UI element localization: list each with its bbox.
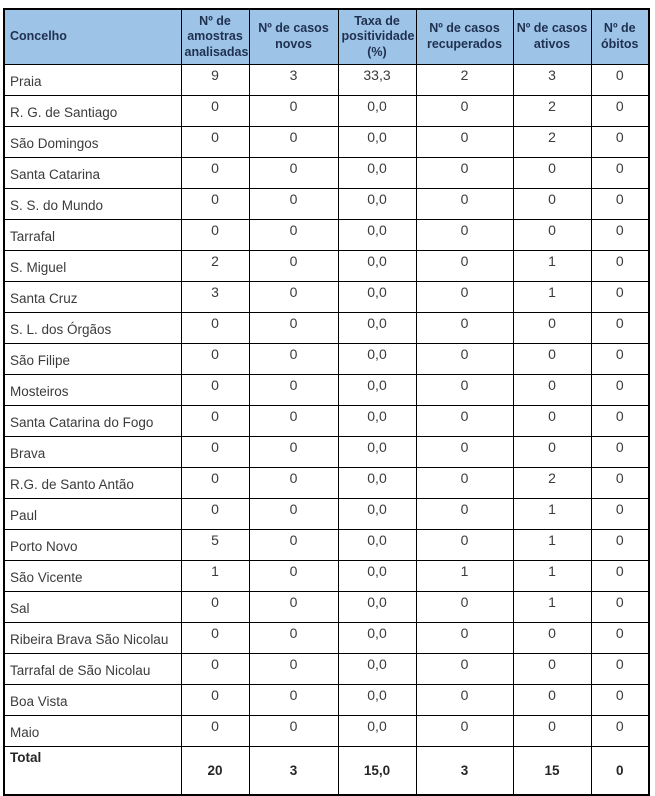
table-row: [4, 623, 649, 654]
row-value-cell: 0: [591, 65, 649, 96]
row-value-cell: 0: [591, 499, 649, 530]
header-row: [4, 9, 649, 65]
row-value-cell: 0: [249, 375, 338, 406]
row-value-cell: 0,0: [338, 530, 416, 561]
row-value-cell: 2: [513, 127, 591, 158]
row-value-cell: 0: [416, 189, 513, 220]
total-row: [4, 747, 649, 795]
row-concelho-label: Santa Catarina do Fogo: [4, 406, 181, 437]
row-value-cell: 0: [416, 313, 513, 344]
table-row: [4, 437, 649, 468]
row-value-cell: 0: [513, 623, 591, 654]
row-value-cell: 0: [181, 468, 249, 499]
row-value-cell: 0: [513, 654, 591, 685]
concelho-covid-table-wrap: [3, 8, 650, 796]
total-cell-taxa: 15,0: [338, 747, 416, 795]
row-value-cell: 1: [513, 282, 591, 313]
row-value-cell: 0: [416, 96, 513, 127]
row-value-cell: 0: [249, 344, 338, 375]
row-value-cell: 0: [513, 437, 591, 468]
header-cell-concelho: Concelho: [4, 9, 181, 65]
header-cell-recuperados: Nº de casos recuperados: [416, 9, 513, 65]
table-row: [4, 375, 649, 406]
header-cell-taxa-positividade: Taxa de positividade (%): [338, 9, 416, 65]
row-value-cell: 0: [591, 127, 649, 158]
table-row: [4, 561, 649, 592]
row-value-cell: 0: [416, 468, 513, 499]
row-value-cell: 0,0: [338, 623, 416, 654]
row-value-cell: 0: [416, 406, 513, 437]
row-concelho-label: Tarrafal de São Nicolau: [4, 654, 181, 685]
table-row: [4, 127, 649, 158]
row-value-cell: 0: [181, 189, 249, 220]
row-value-cell: 0: [591, 685, 649, 716]
row-value-cell: 0: [416, 685, 513, 716]
row-value-cell: 0: [513, 685, 591, 716]
row-value-cell: 0: [249, 685, 338, 716]
row-value-cell: 0: [249, 499, 338, 530]
row-value-cell: 0: [249, 561, 338, 592]
row-value-cell: 0: [591, 220, 649, 251]
row-value-cell: 3: [181, 282, 249, 313]
total-cell-amostras: 20: [181, 747, 249, 795]
row-value-cell: 0,0: [338, 344, 416, 375]
concelho-covid-table: [3, 8, 650, 796]
row-value-cell: 0,0: [338, 251, 416, 282]
row-value-cell: 0,0: [338, 437, 416, 468]
row-value-cell: 0: [181, 96, 249, 127]
table-row: [4, 716, 649, 747]
row-value-cell: 0,0: [338, 189, 416, 220]
row-concelho-label: Porto Novo: [4, 530, 181, 561]
table-row: [4, 220, 649, 251]
table-row: [4, 654, 649, 685]
row-concelho-label: São Filipe: [4, 344, 181, 375]
row-value-cell: 0: [249, 468, 338, 499]
row-concelho-label: São Vicente: [4, 561, 181, 592]
row-value-cell: 1: [513, 530, 591, 561]
table-row: [4, 282, 649, 313]
row-value-cell: 0: [591, 375, 649, 406]
total-row-label: Total: [4, 747, 181, 795]
row-value-cell: 0: [249, 530, 338, 561]
row-value-cell: 0: [416, 220, 513, 251]
row-value-cell: 0: [416, 344, 513, 375]
row-value-cell: 0: [181, 623, 249, 654]
row-value-cell: 0,0: [338, 127, 416, 158]
total-cell-casos-novos: 3: [249, 747, 338, 795]
row-concelho-label: S. S. do Mundo: [4, 189, 181, 220]
row-value-cell: 0: [416, 158, 513, 189]
row-value-cell: 0,0: [338, 406, 416, 437]
row-value-cell: 0: [591, 530, 649, 561]
row-value-cell: 0: [181, 716, 249, 747]
row-value-cell: 0: [416, 530, 513, 561]
row-value-cell: 0: [181, 313, 249, 344]
row-value-cell: 0: [181, 344, 249, 375]
row-value-cell: 1: [513, 561, 591, 592]
row-value-cell: 0: [181, 406, 249, 437]
row-value-cell: 0: [513, 158, 591, 189]
total-cell-obitos: 0: [591, 747, 649, 795]
row-value-cell: 0: [249, 654, 338, 685]
row-concelho-label: Paul: [4, 499, 181, 530]
row-value-cell: 0: [181, 158, 249, 189]
header-cell-obitos: Nº de óbitos: [591, 9, 649, 65]
row-value-cell: 1: [513, 499, 591, 530]
row-value-cell: 0,0: [338, 592, 416, 623]
row-value-cell: 0: [591, 437, 649, 468]
row-value-cell: 0,0: [338, 716, 416, 747]
total-cell-recuperados: 3: [416, 747, 513, 795]
row-value-cell: 0,0: [338, 561, 416, 592]
row-value-cell: 1: [416, 561, 513, 592]
row-value-cell: 0: [249, 282, 338, 313]
row-value-cell: 0: [513, 313, 591, 344]
row-value-cell: 1: [513, 592, 591, 623]
row-value-cell: 0: [181, 437, 249, 468]
row-value-cell: 0: [249, 623, 338, 654]
row-value-cell: 0: [591, 251, 649, 282]
row-value-cell: 0: [181, 127, 249, 158]
row-value-cell: 0,0: [338, 282, 416, 313]
table-row: [4, 251, 649, 282]
row-value-cell: 0: [513, 189, 591, 220]
row-concelho-label: Sal: [4, 592, 181, 623]
row-value-cell: 0: [181, 654, 249, 685]
row-concelho-label: S. L. dos Órgãos: [4, 313, 181, 344]
row-value-cell: 0,0: [338, 654, 416, 685]
header-cell-casos-novos: Nº de casos novos: [249, 9, 338, 65]
row-value-cell: 0: [249, 158, 338, 189]
row-concelho-label: S. Miguel: [4, 251, 181, 282]
row-value-cell: 0: [591, 406, 649, 437]
row-value-cell: 9: [181, 65, 249, 96]
row-value-cell: 0: [591, 623, 649, 654]
row-concelho-label: Brava: [4, 437, 181, 468]
row-value-cell: 0: [416, 437, 513, 468]
row-value-cell: 3: [249, 65, 338, 96]
row-value-cell: 0: [181, 592, 249, 623]
row-value-cell: 0: [513, 406, 591, 437]
row-value-cell: 0,0: [338, 375, 416, 406]
row-value-cell: 33,3: [338, 65, 416, 96]
table-row: [4, 189, 649, 220]
row-value-cell: 0: [513, 220, 591, 251]
row-value-cell: 0: [416, 127, 513, 158]
table-row: [4, 65, 649, 96]
table-row: [4, 468, 649, 499]
row-value-cell: 0: [591, 158, 649, 189]
row-value-cell: 2: [416, 65, 513, 96]
row-value-cell: 0: [513, 375, 591, 406]
table-row: [4, 406, 649, 437]
row-value-cell: 0: [416, 623, 513, 654]
table-header: [4, 9, 649, 65]
row-concelho-label: Santa Catarina: [4, 158, 181, 189]
row-value-cell: 0: [591, 716, 649, 747]
row-value-cell: 0: [181, 499, 249, 530]
total-cell-ativos: 15: [513, 747, 591, 795]
row-value-cell: 0: [416, 592, 513, 623]
row-concelho-label: São Domingos: [4, 127, 181, 158]
row-value-cell: 0: [249, 251, 338, 282]
row-value-cell: 0: [513, 344, 591, 375]
row-value-cell: 0: [249, 313, 338, 344]
row-value-cell: 0: [416, 499, 513, 530]
row-value-cell: 0: [416, 716, 513, 747]
row-value-cell: 0,0: [338, 468, 416, 499]
row-value-cell: 0: [249, 220, 338, 251]
row-value-cell: 0: [591, 654, 649, 685]
row-value-cell: 0: [249, 406, 338, 437]
row-concelho-label: Maio: [4, 716, 181, 747]
row-value-cell: 0: [181, 375, 249, 406]
row-value-cell: 0: [591, 592, 649, 623]
row-value-cell: 0: [249, 716, 338, 747]
row-value-cell: 2: [513, 468, 591, 499]
row-concelho-label: R. G. de Santiago: [4, 96, 181, 127]
row-value-cell: 0: [591, 344, 649, 375]
row-value-cell: 0: [591, 189, 649, 220]
table-row: [4, 530, 649, 561]
row-value-cell: 1: [513, 251, 591, 282]
header-cell-amostras: Nº de amostras analisadas: [181, 9, 249, 65]
row-concelho-label: Ribeira Brava São Nicolau: [4, 623, 181, 654]
row-value-cell: 3: [513, 65, 591, 96]
header-cell-ativos: Nº de casos ativos: [513, 9, 591, 65]
table-row: [4, 344, 649, 375]
table-row: [4, 685, 649, 716]
row-value-cell: 0,0: [338, 220, 416, 251]
row-value-cell: 0,0: [338, 158, 416, 189]
row-value-cell: 0: [181, 685, 249, 716]
table-body: [4, 65, 649, 795]
row-value-cell: 0: [591, 313, 649, 344]
row-value-cell: 0: [249, 96, 338, 127]
table-row: [4, 592, 649, 623]
row-value-cell: 0: [416, 654, 513, 685]
table-row: [4, 96, 649, 127]
row-value-cell: 5: [181, 530, 249, 561]
row-concelho-label: Mosteiros: [4, 375, 181, 406]
row-concelho-label: Tarrafal: [4, 220, 181, 251]
row-value-cell: 0: [513, 716, 591, 747]
row-value-cell: 0,0: [338, 499, 416, 530]
row-value-cell: 0: [249, 189, 338, 220]
table-row: [4, 499, 649, 530]
row-concelho-label: Santa Cruz: [4, 282, 181, 313]
table-row: [4, 158, 649, 189]
row-concelho-label: Boa Vista: [4, 685, 181, 716]
row-value-cell: 0: [249, 437, 338, 468]
table-row: [4, 313, 649, 344]
row-value-cell: 0,0: [338, 313, 416, 344]
row-value-cell: 0,0: [338, 96, 416, 127]
row-value-cell: 0: [591, 282, 649, 313]
row-value-cell: 0: [249, 127, 338, 158]
row-value-cell: 0: [416, 375, 513, 406]
row-value-cell: 0: [591, 96, 649, 127]
row-value-cell: 0: [249, 592, 338, 623]
row-value-cell: 0: [181, 220, 249, 251]
row-value-cell: 2: [181, 251, 249, 282]
row-concelho-label: Praia: [4, 65, 181, 96]
row-value-cell: 2: [513, 96, 591, 127]
row-value-cell: 0: [416, 282, 513, 313]
row-value-cell: 0: [591, 561, 649, 592]
row-value-cell: 0,0: [338, 685, 416, 716]
row-value-cell: 0: [591, 468, 649, 499]
row-value-cell: 1: [181, 561, 249, 592]
row-value-cell: 0: [416, 251, 513, 282]
row-concelho-label: R.G. de Santo Antão: [4, 468, 181, 499]
